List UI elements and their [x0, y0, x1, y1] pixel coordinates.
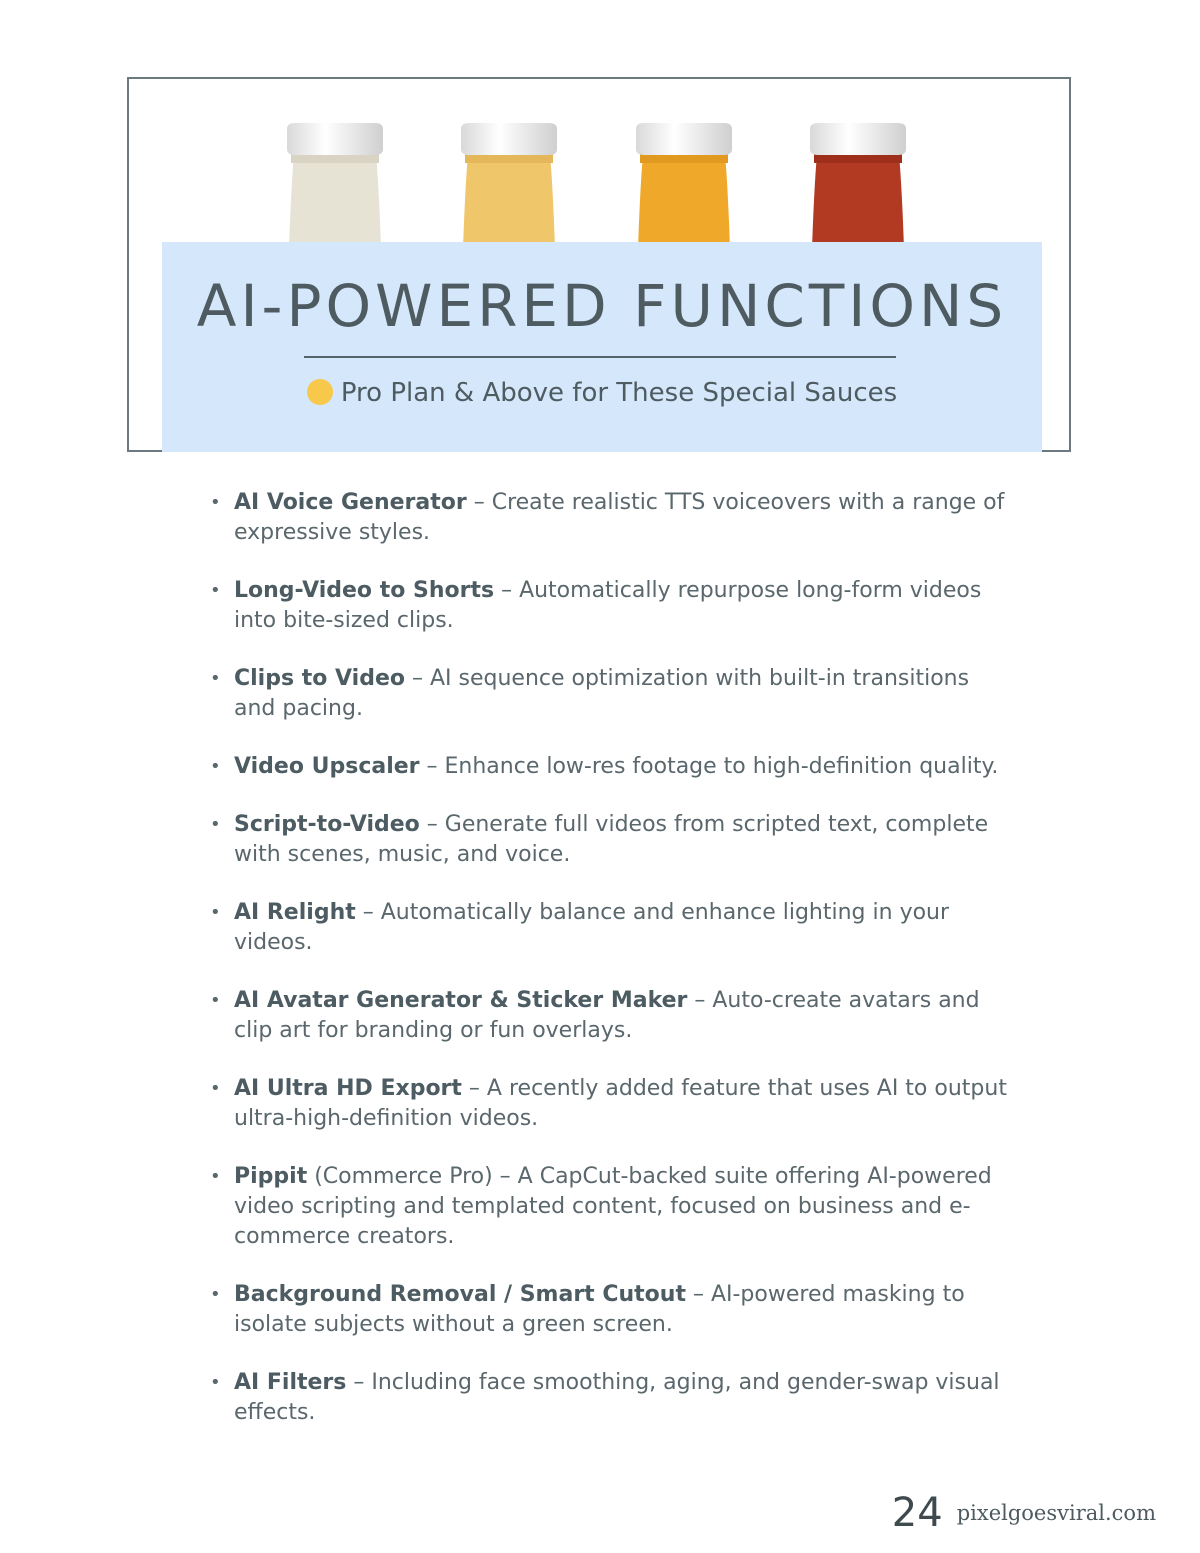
list-item	[210, 664, 1010, 724]
bullet-icon: •	[210, 1372, 221, 1393]
list-item	[210, 1280, 1010, 1340]
title-divider	[304, 356, 896, 358]
yellow-dot-icon	[307, 379, 333, 405]
subtitle	[162, 378, 1042, 408]
list-item	[210, 810, 1010, 870]
bullet-icon: •	[210, 756, 221, 777]
list-item	[210, 488, 1010, 548]
feature-description: – Enhance low-res footage to high-definition quality.	[419, 754, 999, 779]
feature-description: – Automatically balance and enhance lighting in your videos.	[234, 900, 950, 955]
bottle-honey-mustard	[461, 123, 557, 249]
feature-term: AI Voice Generator	[234, 490, 467, 515]
page-footer	[892, 1490, 1156, 1540]
feature-description: – Generate full videos from scripted text, complete with scenes, music, and voice.	[234, 812, 989, 867]
bullet-icon: •	[210, 580, 221, 601]
feature-list	[210, 488, 1010, 1456]
sauce-bottles-image	[129, 79, 1069, 249]
feature-term: Long-Video to Shorts	[234, 578, 495, 603]
list-item	[210, 1162, 1010, 1252]
feature-description: – Automatically repurpose long-form videos into bite-sized clips.	[234, 578, 982, 633]
bottle-ranch	[287, 123, 383, 249]
feature-term: AI Relight	[234, 900, 356, 925]
hero-banner	[127, 77, 1071, 452]
feature-description: (Commerce Pro) – A CapCut-backed suite offering AI-powered video scripting and templated content, focused on business and e-commerce creators.	[234, 1164, 992, 1249]
bullet-icon: •	[210, 814, 221, 835]
feature-description: – Including face smoothing, aging, and gender-swap visual effects.	[234, 1370, 1000, 1425]
feature-term: Pippit	[234, 1164, 308, 1189]
title-band	[162, 242, 1042, 452]
feature-term: Background Removal / Smart Cutout	[234, 1282, 686, 1307]
page-title: AI-POWERED FUNCTIONS	[196, 272, 1008, 340]
feature-term: Script-to-Video	[234, 812, 420, 837]
bullet-icon: •	[210, 668, 221, 689]
list-item	[210, 898, 1010, 958]
list-item	[210, 752, 1010, 782]
feature-term: Video Upscaler	[234, 754, 420, 779]
feature-term: AI Filters	[234, 1370, 347, 1395]
feature-term: AI Ultra HD Export	[234, 1076, 462, 1101]
feature-term: Clips to Video	[234, 666, 405, 691]
list-item	[210, 1368, 1010, 1428]
bullet-icon: •	[210, 1166, 221, 1187]
bottle-hot-sauce	[810, 123, 906, 249]
site-url: pixelgoesviral.com	[956, 1501, 1156, 1525]
bullet-icon: •	[210, 1284, 221, 1305]
list-item	[210, 576, 1010, 636]
list-item	[210, 1074, 1010, 1134]
feature-description: – Create realistic TTS voiceovers with a range of expressive styles.	[234, 490, 1005, 545]
bottle-orange-sauce	[636, 123, 732, 249]
feature-description: – A recently added feature that uses AI to output ultra-high-definition videos.	[234, 1076, 1007, 1131]
feature-description: – AI sequence optimization with built-in transitions and pacing.	[234, 666, 970, 721]
feature-description: – Auto-create avatars and clip art for branding or fun overlays.	[234, 988, 980, 1043]
bullet-icon: •	[210, 990, 221, 1011]
bullet-icon: •	[210, 902, 221, 923]
bullet-icon: •	[210, 1078, 221, 1099]
feature-term: AI Avatar Generator & Sticker Maker	[234, 988, 688, 1013]
subtitle-text: Pro Plan & Above for These Special Sauces	[340, 378, 898, 408]
page-number: 24	[891, 1490, 943, 1536]
list-item	[210, 986, 1010, 1046]
feature-description: – AI-powered masking to isolate subjects without a green screen.	[234, 1282, 965, 1337]
bullet-icon: •	[210, 492, 221, 513]
